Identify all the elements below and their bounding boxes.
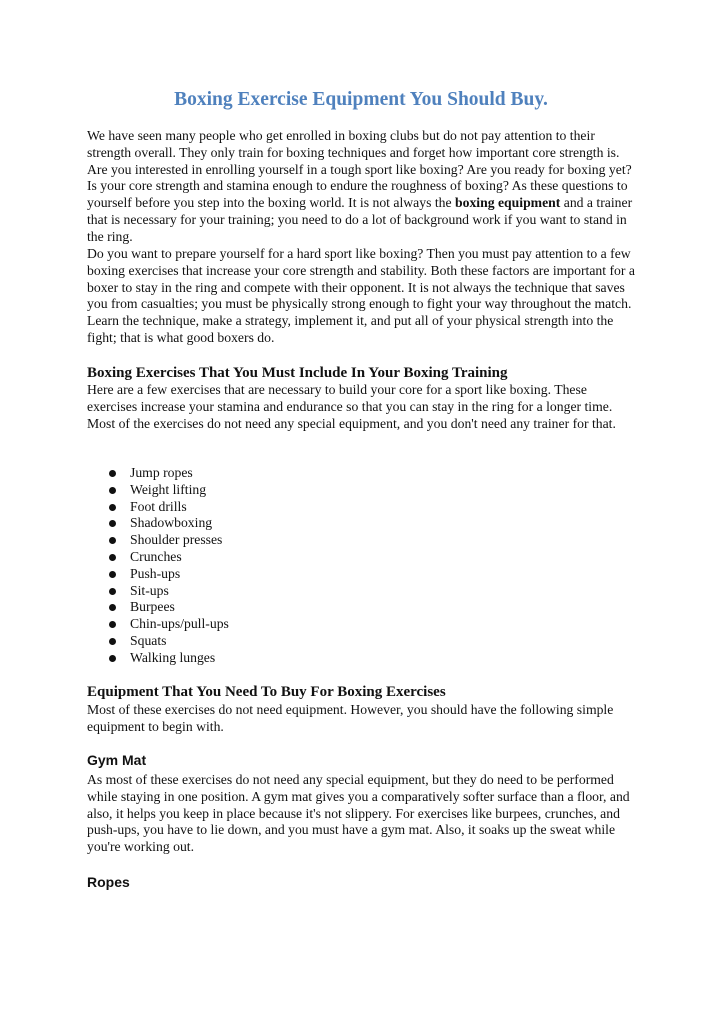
section-heading-equipment: Equipment That You Need To Buy For Boxing Exercises (87, 684, 446, 700)
bullet-icon (109, 621, 116, 628)
list-item: Chin-ups/pull-ups (87, 616, 229, 633)
page-title: Boxing Exercise Equipment You Should Buy. (174, 89, 548, 110)
intro-paragraph-1 (87, 128, 635, 246)
section-text-equipment: Most of these exercises do not need equipment. However, you should have the following simple equipment to begin with. (87, 702, 614, 734)
list-item: Walking lunges (87, 650, 229, 667)
gym-mat-text: As most of these exercises do not need any special equipment, but they do need to be performed while staying in one position. A gym mat gives you a comparatively softer surface than a floor, and also, it helps you keep in place because it's not slippery. For exercises like burpees, crunches, and push-ups, you have to lie down, and you must have a gym mat. Also, it soaks up the sweat while you're working out. (87, 772, 630, 855)
bullet-icon (109, 554, 116, 561)
bullet-icon (109, 520, 116, 527)
list-item: Weight lifting (87, 482, 229, 499)
bullet-icon (109, 470, 116, 477)
subheading-ropes: Ropes (87, 874, 130, 890)
intro-text-start: We have seen many people who get enrolled in boxing clubs but do not pay attention to their strength overall. They only train for boxing techniques and forget how important core strength is. Are you interested in enrolling yourself in a tough sport like boxing? Are you ready for boxing yet? Is your core strength and stamina enough to endure the roughness of boxing? As these questions to yourself before you step into the boxing world. It is not always the (87, 128, 632, 211)
bullet-icon (109, 487, 116, 494)
section-text-exercises: Here are a few exercises that are necessary to build your core for a sport like boxing. These exercises increase your stamina and endurance so that you can stay in the ring for a longer time. Most of the exercises do not need any special equipment, and you don't need any trainer for that. (87, 382, 616, 431)
list-item: Squats (87, 633, 229, 650)
list-item: Foot drills (87, 499, 229, 516)
list-item: Burpees (87, 599, 229, 616)
list-item: Push-ups (87, 566, 229, 583)
list-item: Shadowboxing (87, 515, 229, 532)
bullet-icon (109, 638, 116, 645)
bullet-icon (109, 604, 116, 611)
boxing-equipment-keyword: boxing equipment (454, 195, 561, 211)
bullet-icon (109, 504, 116, 511)
bullet-icon (109, 571, 116, 578)
bullet-icon (109, 588, 116, 595)
intro-paragraph-2: Do you want to prepare yourself for a hard sport like boxing? Then you must pay attention to a few boxing exercises that increase your core strength and stability. Both these factors are important for a boxer to stay in the ring and compete with their opponent. It is not always the technique that saves you from casualties; you must be physically strong enough to fight your way throughout the match. Learn the technique, make a strategy, implement it, and put all of your physical strength into the fight; that is what good boxers do. (87, 246, 635, 345)
list-item: Shoulder presses (87, 532, 229, 549)
subheading-gym-mat: Gym Mat (87, 752, 147, 768)
list-item: Jump ropes (87, 465, 229, 482)
bullet-icon (109, 537, 116, 544)
section-heading-exercises: Boxing Exercises That You Must Include In Your Boxing Training (87, 365, 508, 381)
bullet-icon (109, 655, 116, 662)
intro-text-end: and a trainer that is necessary for your training; you need to do a lot of background work if you want to stand in the ring. (87, 195, 633, 244)
list-item: Sit-ups (87, 583, 229, 600)
exercise-list (87, 465, 229, 667)
list-item: Crunches (87, 549, 229, 566)
